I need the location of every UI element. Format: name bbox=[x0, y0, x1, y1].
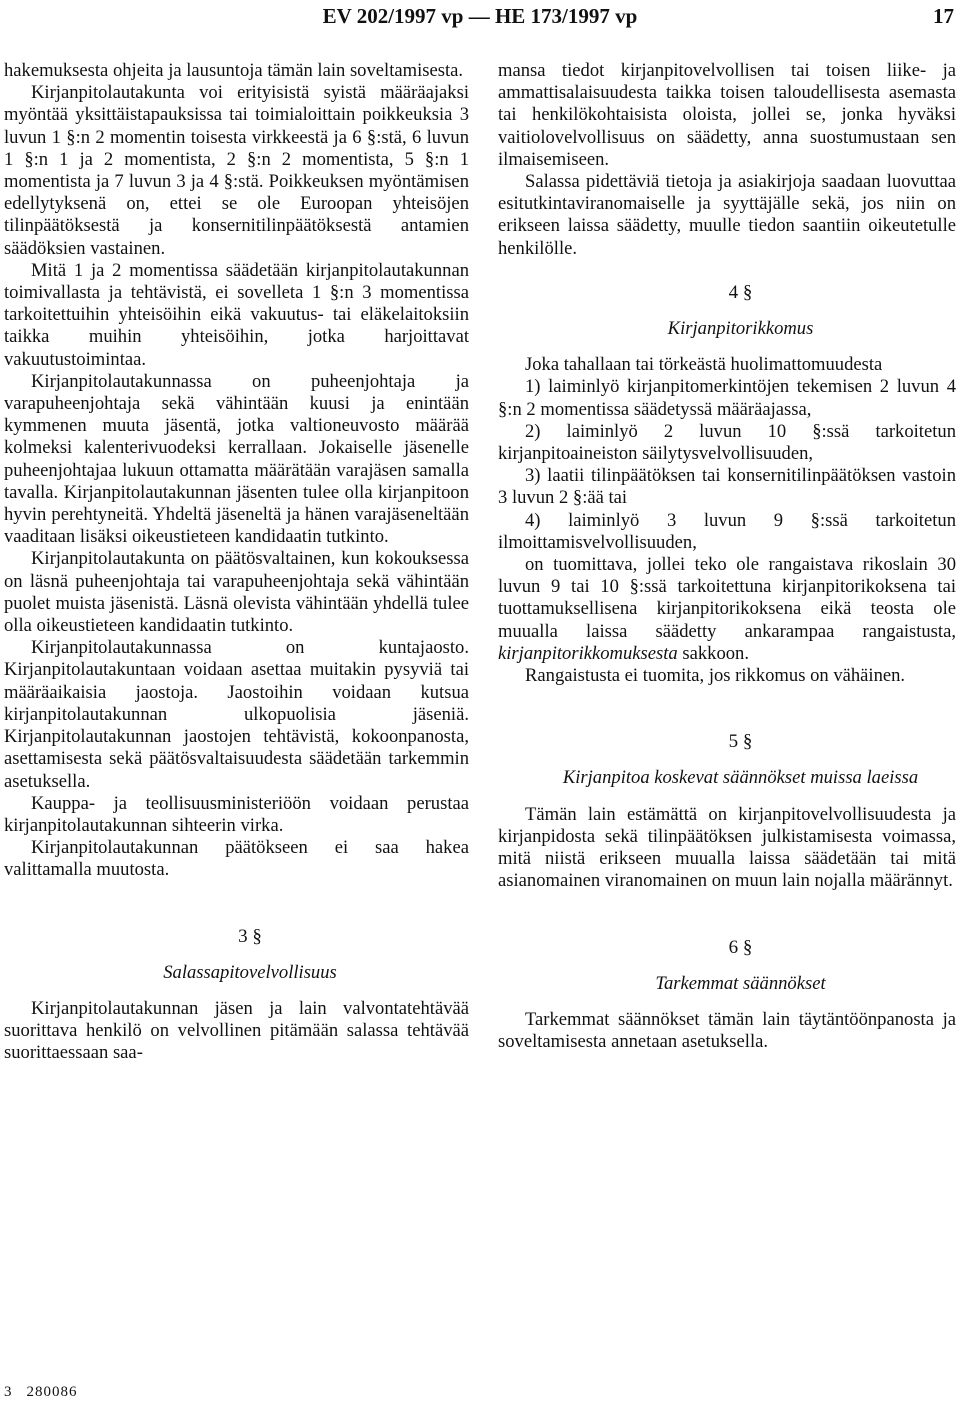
paragraph: Kirjanpitolautakunnassa on puheenjohtaja ja varapuheenjohtaja sekä vähintään kuusi ja enintään kymmenen muuta jäsentä, jotka valtioneuvosto määrää kolmeksi kalenterivuodeksi kerrallaan. Jokaiselle jäsenelle puheenjohtajaa lukuun ottamatta määrätään varajäsen samalla tavalla. Kirjanpitolautakunnan jäsenten tulee olla kirjanpitoon hyvin perehtyneitä. Yhdeltä jäseneltä ja hänen varajäseneltään vaaditaan lisäksi oikeustieteen kandidaatin tutkinto. bbox=[4, 370, 469, 548]
section-title: Kirjanpitorikkomus bbox=[667, 318, 814, 340]
print-number: 280086 bbox=[26, 1384, 78, 1400]
page-header bbox=[0, 4, 960, 30]
paragraph-text: sakkoon. bbox=[682, 642, 749, 664]
section-title: Tarkemmat säännökset bbox=[655, 972, 826, 994]
paragraph: Kirjanpitolautakunnan jäsen ja lain valvontatehtävää suorittava henkilö on velvollinen pitämään salassa tehtävää suorittaessaan saa- bbox=[4, 997, 469, 1064]
paragraph: Kirjanpitolautakunta voi erityisistä syistä määräajaksi myöntää yksittäistapauksissa tai toimialoittain poikkeuksia 3 luvun 1 §:n 2 momentin toisesta virkkeestä ja 6 §:stä, 6 luvun 1 §:n 1 ja 2 momentista, 2 §:n 2 momentista, 5 §:n 1 momentista ja 7 luvun 3 ja 4 §:stä. Poikkeuksen myöntämisen edellytyksenä on, ettei se ole Euroopan yhteisöjen tilinpäätöksestä ja konsernitilinpäätöksestä antamien säädöksien vastainen. bbox=[4, 82, 469, 259]
section-number: 5 § bbox=[728, 731, 753, 753]
sheet-number: 3 bbox=[4, 1384, 13, 1400]
section-number: 3 § bbox=[238, 925, 262, 947]
paragraph: Tarkemmat säännökset tämän lain täytäntöönpanosta ja soveltamisesta annetaan asetuksella. bbox=[498, 1008, 956, 1053]
paragraph: 4) laiminlyö 3 luvun 9 §:ssä tarkoitetun ilmoittamisvelvollisuuden, bbox=[498, 509, 956, 553]
paragraph bbox=[498, 554, 956, 665]
document-reference: EV 202/1997 vp — HE 173/1997 vp bbox=[322, 4, 638, 28]
paragraph: Salassa pidettäviä tietoja ja asiakirjoja saadaan luovuttaa esitutkintaviranomaiselle ja syyttäjälle sekä, jos niin on erikseen laissa säädetty, muulle tiedon saantiin oikeutetulle henkilölle. bbox=[498, 171, 956, 259]
paragraph: 3) laatii tilinpäätöksen tai konsernitilinpäätöksen vastoin 3 luvun 2 §:ää tai bbox=[498, 465, 956, 509]
paragraph: 1) laiminlyö kirjanpitomerkintöjen tekemisen 2 luvun 4 §:n 2 momentissa säädetyssä määräajassa, bbox=[498, 376, 956, 420]
paragraph: Kirjanpitolautakunnan päätökseen ei saa hakea valittamalla muutosta. bbox=[4, 837, 469, 881]
print-code bbox=[4, 1384, 78, 1401]
paragraph: Kirjanpitolautakunnassa on kuntajaosto. Kirjanpitolautakuntaan voidaan asettaa muitakin pysyviä tai määräaikaisia jaostoja. Jaostoihin voidaan kutsua kirjanpitolautakunnan ulkopuolisia jäseniä. Kirjanpitolautakunnan jaostojen tehtävistä, kokoonpanosta, asettamisesta sekä päätösvaltaisuudesta säädetään tarkemmin asetuksella. bbox=[4, 637, 469, 792]
section-title: Kirjanpitoa koskevat säännökset muissa laeissa bbox=[562, 767, 919, 789]
right-column bbox=[498, 60, 956, 1053]
paragraph: Tämän lain estämättä on kirjanpitovelvollisuudesta ja kirjanpidosta sekä tilinpäätöksen julkistamisesta voimassa, mitä niistä erikseen muualla laissa säädetään tai mitä asianomainen viranomainen on muun lain nojalla määrännyt. bbox=[498, 803, 956, 892]
paragraph: Mitä 1 ja 2 momentissa säädetään kirjanpitolautakunnan toimivallasta ja tehtävistä, ei sovelleta 1 §:n 3 momentissa tarkoitettuihin yhteisöihin eikä vakuutus- tai eläkelaitoksiin taikka muihin yhteisöihin, jotka harjoittavat vakuutustoimintaa. bbox=[4, 259, 469, 370]
page-number: 17 bbox=[933, 4, 954, 28]
paragraph: Joka tahallaan tai törkeästä huolimattomuudesta bbox=[525, 354, 883, 376]
emphasized-term: kirjanpitorikkomuksesta bbox=[498, 642, 678, 664]
left-column bbox=[4, 60, 469, 1065]
paragraph: Kirjanpitolautakunta on päätösvaltainen, kun kokouksessa on läsnä puheenjohtaja tai varapuheenjohtaja sekä vähintään puolet muista jäsenistä. Läsnä olevista vähintään yhdellä tulee olla oikeustieteen kandidaatin tutkinto. bbox=[4, 548, 469, 637]
paragraph: Rangaistusta ei tuomita, jos rikkomus on vähäinen. bbox=[525, 665, 906, 687]
paragraph-text: on tuomittava, jollei teko ole rangaistava rikoslain 30 luvun 9 tai 10 §:ssä tarkoitettuna kirjanpitorikoksena tai tuottamuksellisena kirjanpitorikoksena eikä teosta ole muualla laissa säädetty ankarampaa rangaistusta, bbox=[498, 554, 956, 642]
section-number: 4 § bbox=[728, 281, 753, 303]
section-number: 6 § bbox=[728, 936, 753, 958]
paragraph: hakemuksesta ohjeita ja lausuntoja tämän lain soveltamisesta. bbox=[4, 60, 464, 81]
paragraph: mansa tiedot kirjanpitovelvollisen tai toisen liike- ja ammattisalaisuudesta taikka toisen taloudellisesta asemasta tai henkilökohtaisista oloista, jollei se, jonka hyväksi vaitiolovelvollisuus on säädetty, anna suostumustaan sen ilmaisemiseen. bbox=[498, 60, 956, 170]
paragraph: Kauppa- ja teollisuusministeriöön voidaan perustaa kirjanpitolautakunnan sihteerin virka. bbox=[4, 792, 469, 836]
paragraph: 2) laiminlyö 2 luvun 10 §:ssä tarkoitetun kirjanpitoaineiston säilytysvelvollisuuden, bbox=[498, 420, 956, 465]
section-title: Salassapitovelvollisuus bbox=[163, 961, 337, 983]
